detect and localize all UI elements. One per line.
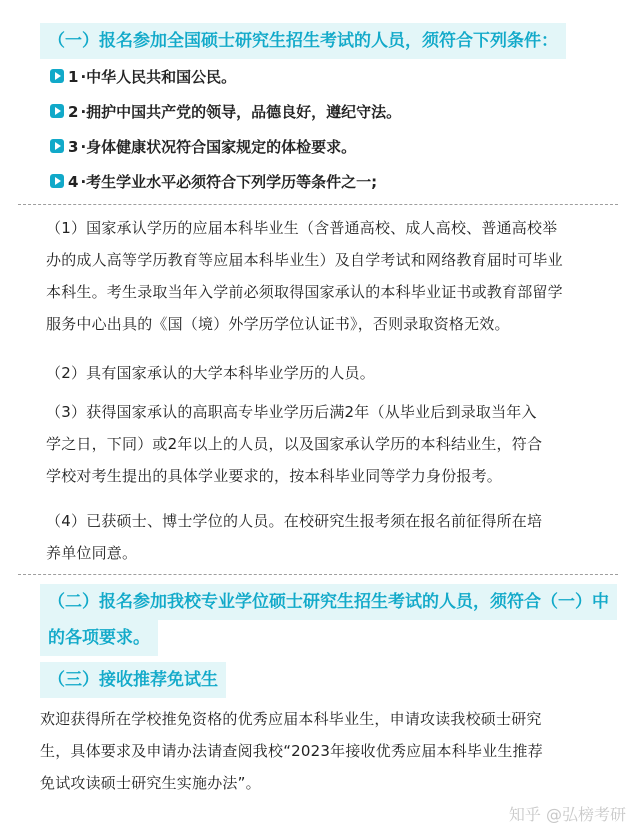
play-bullet-icon <box>50 69 64 83</box>
list-item <box>50 99 401 125</box>
section1-heading: （一）报名参加全国硕士研究生招生考试的人员，须符合下列条件： <box>40 23 566 59</box>
text-line: （4）已获硕士、博士学位的人员。在校研究生报考须在报名前征得所在培 <box>46 512 543 530</box>
item-text: ·中华人民共和国公民。 <box>80 68 237 86</box>
section2-heading-line2: 的各项要求。 <box>40 620 158 656</box>
list-item <box>50 64 236 90</box>
play-bullet-icon <box>50 104 64 118</box>
dashed-divider <box>18 204 618 205</box>
text-line: 办的成人高等学历教育等应届本科毕业生）及自学考试和网络教育届时可毕业 <box>46 251 563 269</box>
text-line: （1）国家承认学历的应届本科毕业生（含普通高校、成人高校、普通高校举 <box>46 219 558 237</box>
play-bullet-icon <box>50 139 64 153</box>
text-line: 欢迎获得所在学校推免资格的优秀应届本科毕业生，申请攻读我校硕士研究 <box>40 710 542 728</box>
item-text: ·考生学业水平必须符合下列学历等条件之一; <box>80 173 378 191</box>
text-line: 学校对考生提出的具体学业要求的，按本科毕业同等学力身份报考。 <box>46 467 503 485</box>
text-line: （3）获得国家承认的高职高专毕业学历后满2年（从毕业后到录取当年入 <box>46 403 537 421</box>
list-item <box>50 134 356 160</box>
text-line: 生，具体要求及申请办法请查阅我校“2023年接收优秀应届本科毕业生推荐 <box>40 742 543 760</box>
item-number: 4 <box>68 173 79 191</box>
section3-heading: （三）接收推荐免试生 <box>40 662 226 698</box>
text-line: 免试攻读硕士研究生实施办法”。 <box>40 774 261 792</box>
item-text: ·拥护中国共产党的领导，品德良好，遵纪守法。 <box>80 103 402 121</box>
text-line: 本科生。考生录取当年入学前必须取得国家承认的本科毕业证书或教育部留学 <box>46 283 563 301</box>
section3-body <box>40 703 600 799</box>
item-number: 3 <box>68 138 79 156</box>
text-line: 服务中心出具的《国（境）外学历学位认证书》，否则录取资格无效。 <box>46 315 510 333</box>
text-line: 学之日，下同）或2年以上的人员，以及国家承认学历的本科结业生，符合 <box>46 435 543 453</box>
condition-2 <box>46 357 606 389</box>
text-line: 养单位同意。 <box>46 544 138 562</box>
condition-1 <box>46 212 606 340</box>
dashed-divider <box>18 574 618 575</box>
play-bullet-icon <box>50 174 64 188</box>
item-number: 2 <box>68 103 79 121</box>
condition-3 <box>46 396 606 492</box>
item-text: ·身体健康状况符合国家规定的体检要求。 <box>80 138 357 156</box>
section2-heading-line1: （二）报名参加我校专业学位硕士研究生招生考试的人员，须符合（一）中 <box>40 584 617 620</box>
watermark: 知乎 @弘榜考研 <box>508 805 626 824</box>
text-line: （2）具有国家承认的大学本科毕业学历的人员。 <box>46 364 375 382</box>
list-item <box>50 169 377 195</box>
condition-4 <box>46 505 606 569</box>
item-number: 1 <box>68 68 79 86</box>
